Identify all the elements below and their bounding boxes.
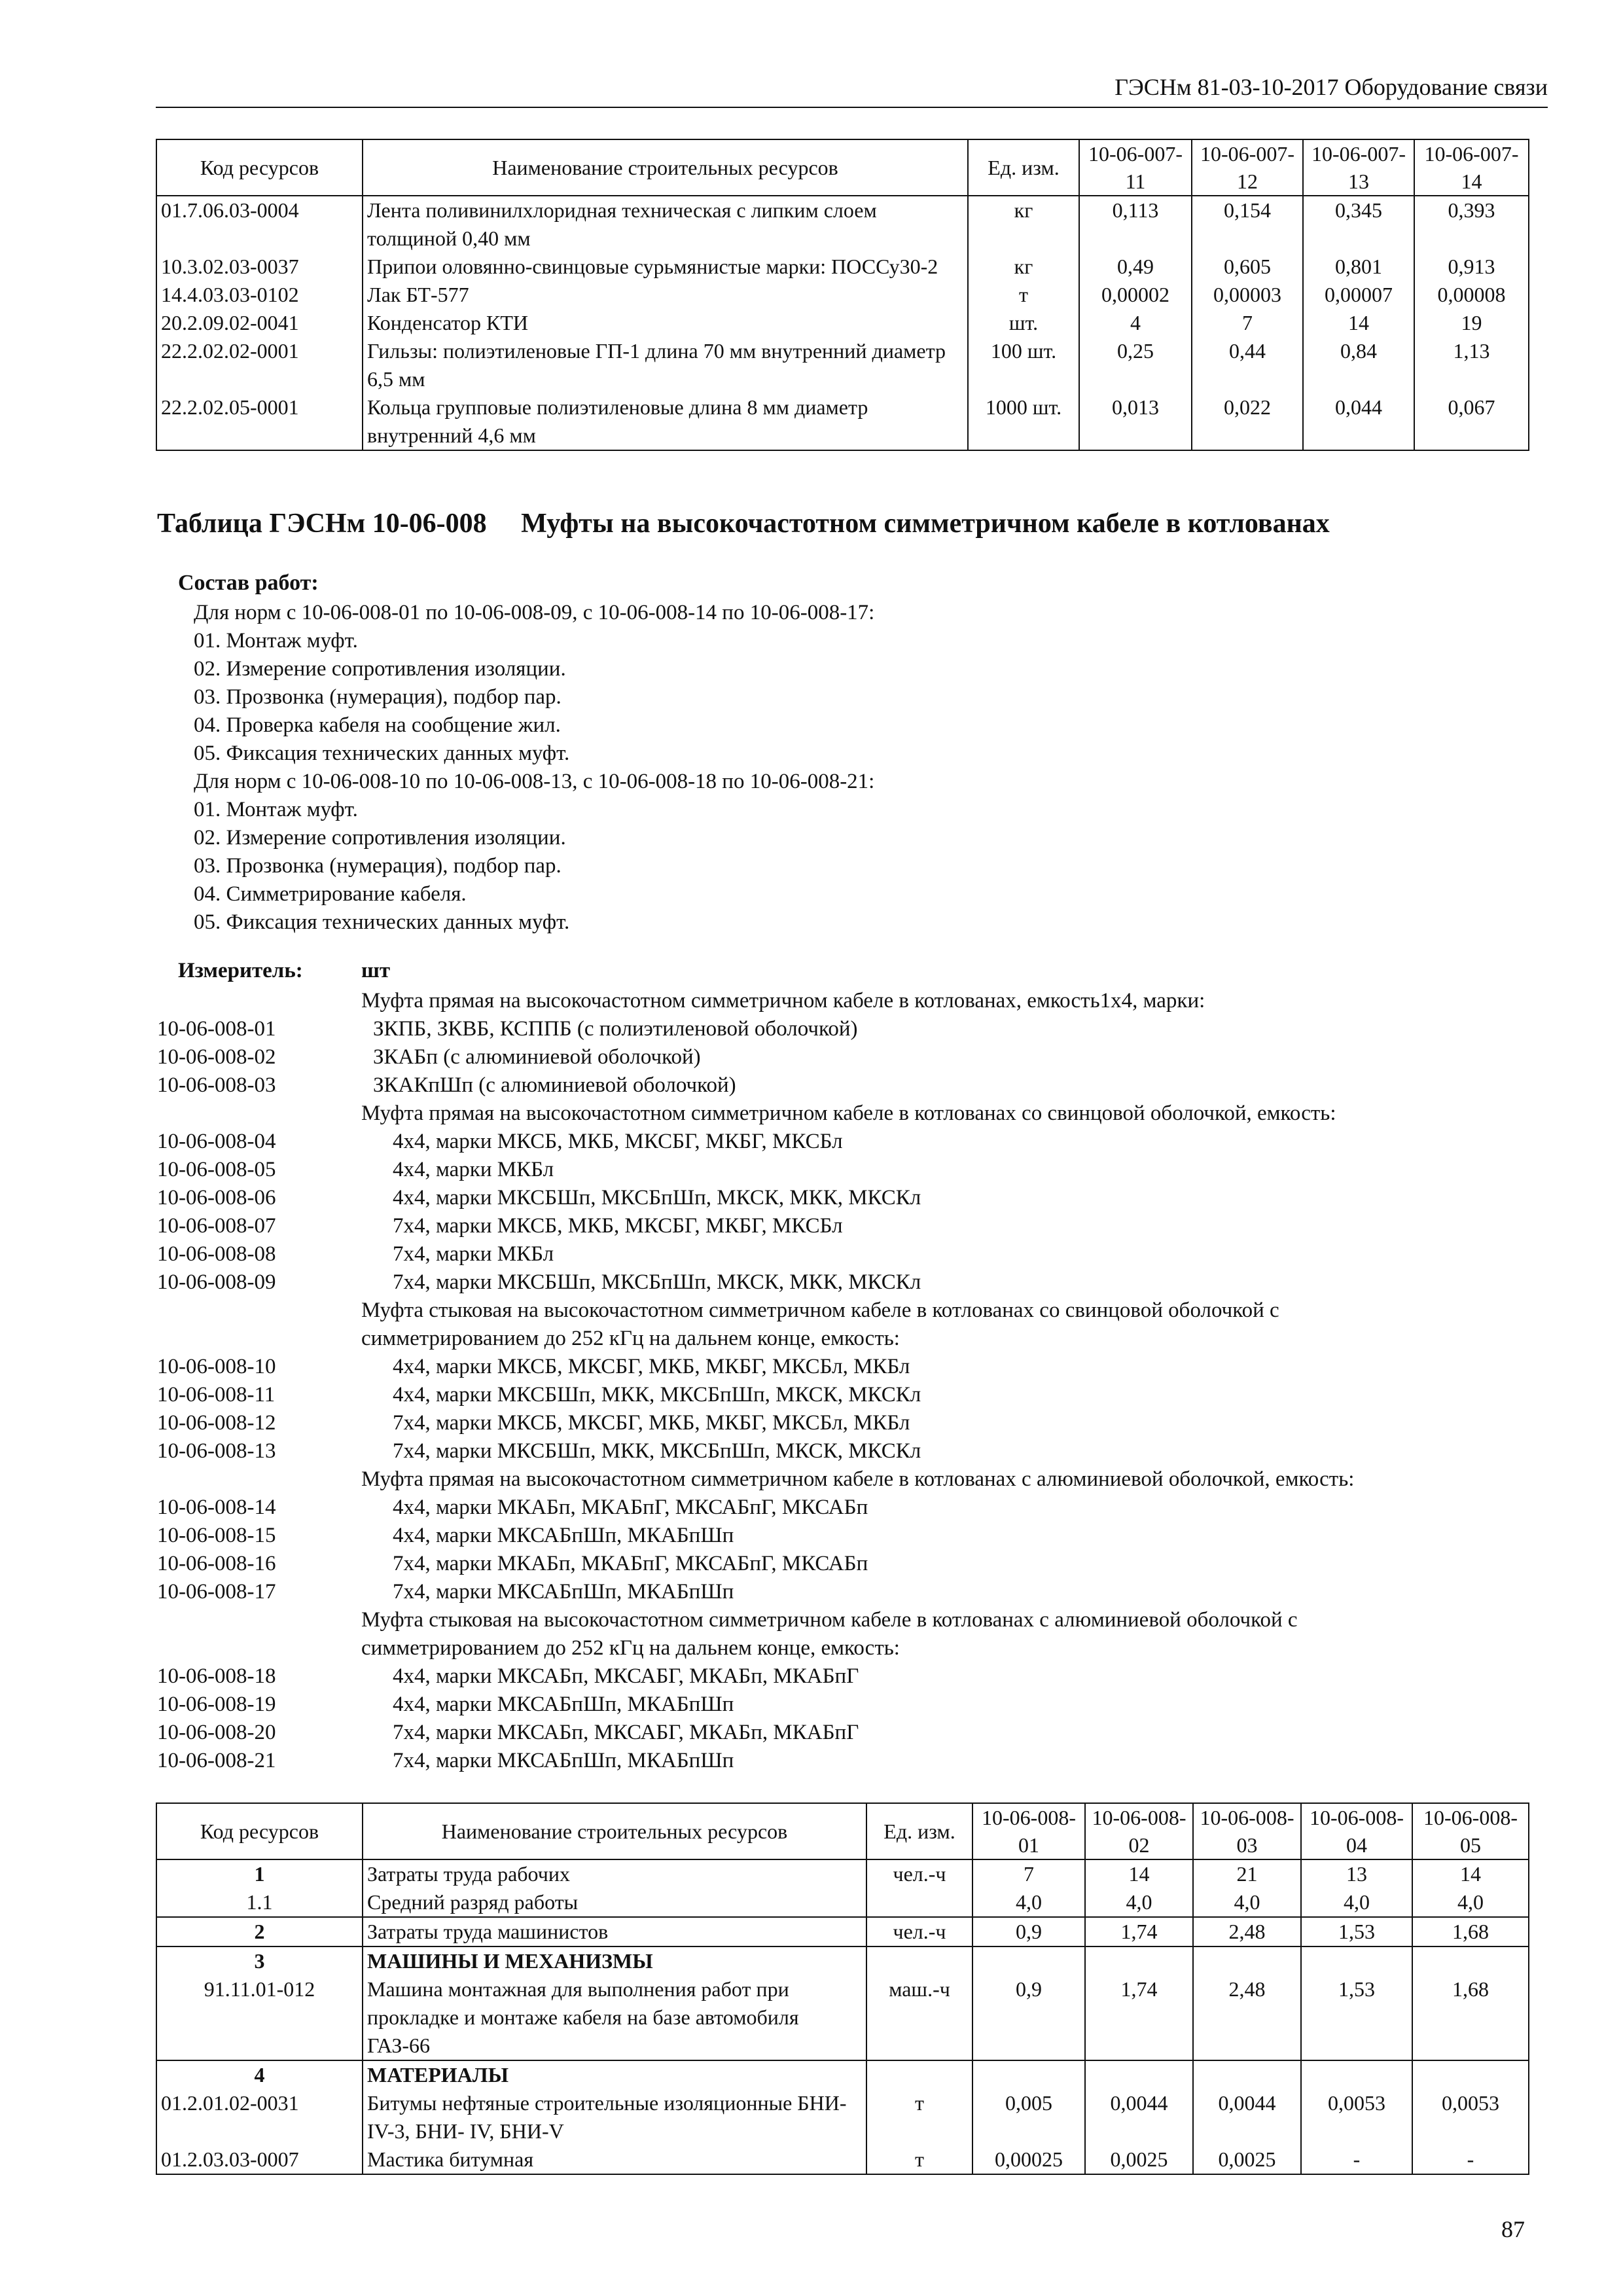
table-row xyxy=(156,309,1529,337)
norm-text: 4x4, марки МКБл xyxy=(393,1158,554,1181)
norm-value: 0,0053 xyxy=(1412,2089,1529,2145)
table-section-row xyxy=(156,2060,1529,2089)
resource-unit: кг xyxy=(968,196,1079,253)
col-header-norm: 10-06-007-13 xyxy=(1303,139,1414,196)
measure-label: Измеритель: xyxy=(178,959,303,982)
norm-value: 0,605 xyxy=(1192,253,1303,281)
norm-value: 2,48 xyxy=(1193,1975,1301,2060)
norm-value: 1,74 xyxy=(1085,1975,1193,2060)
group-heading-row xyxy=(157,987,1531,1015)
norm-value: 0,00007 xyxy=(1303,281,1414,309)
norm-row xyxy=(157,1212,1531,1240)
group-heading: Муфта стыковая на высокочастотном симметричном кабеле в котлованах с алюминиевой оболочкой с xyxy=(361,1608,1298,1632)
resource-name: Мастика битумная xyxy=(363,2145,866,2174)
group-heading: симметрированием до 252 кГц на дальнем конце, емкость: xyxy=(361,1636,900,1660)
composition-item: 05. Фиксация технических данных муфт. xyxy=(194,742,570,765)
norm-text: 4x4, марки МКСБ, МКСБГ, МКБ, МКБГ, МКСБл, МКБл xyxy=(393,1355,910,1378)
norm-text: ЗКАКпШп (с алюминиевой оболочкой) xyxy=(373,1073,736,1097)
norm-value: 4,0 xyxy=(1193,1888,1301,1917)
table-row xyxy=(156,196,1529,253)
norm-value: 0,044 xyxy=(1303,393,1414,450)
col-header-norm: 10-06-008-01 xyxy=(972,1803,1085,1859)
norm-code: 10-06-008-19 xyxy=(157,1693,276,1716)
norm-code: 10-06-008-02 xyxy=(157,1045,276,1069)
resource-unit xyxy=(866,1888,972,1917)
norm-code: 10-06-008-13 xyxy=(157,1439,276,1463)
composition-item: 05. Фиксация технических данных муфт. xyxy=(194,910,570,934)
group-heading-row xyxy=(157,1100,1531,1128)
norm-text: 4x4, марки МКСБШп, МКК, МКСБпШп, МКСК, МКСКл xyxy=(393,1383,921,1407)
group-heading: Муфта прямая на высокочастотном симметричном кабеле в котлованах, емкость1х4, марки: xyxy=(361,989,1205,1013)
table-row xyxy=(156,281,1529,309)
norm-code: 10-06-008-04 xyxy=(157,1130,276,1153)
norm-value: 0,00002 xyxy=(1079,281,1192,309)
resource-unit: кг xyxy=(968,253,1079,281)
col-header-norm: 10-06-008-02 xyxy=(1085,1803,1193,1859)
table-row xyxy=(156,2089,1529,2145)
norm-code: 10-06-008-10 xyxy=(157,1355,276,1378)
norm-row xyxy=(157,1353,1531,1381)
norm-text: 7x4, марки МКСБШп, МКК, МКСБпШп, МКСК, МКСКл xyxy=(393,1439,921,1463)
resource-name: Битумы нефтяные строительные изоляционные БНИ-IV-3, БНИ- IV, БНИ-V xyxy=(363,2089,866,2145)
norm-text: 4x4, марки МКСАБпШп, МКАБпШп xyxy=(393,1693,734,1716)
resource-name: Припои оловянно-свинцовые сурьмянистые марки: ПОССу30-2 xyxy=(363,253,968,281)
norm-value: 1,68 xyxy=(1412,1917,1529,1946)
measure-unit: шт xyxy=(361,959,391,982)
group-heading-row xyxy=(157,1465,1531,1494)
resource-code: 22.2.02.05-0001 xyxy=(156,393,363,450)
norm-row xyxy=(157,1268,1531,1297)
composition-item: 03. Прозвонка (нумерация), подбор пар. xyxy=(194,854,562,878)
resource-unit: чел.-ч xyxy=(866,1917,972,1946)
group-heading: Муфта прямая на высокочастотном симметричном кабеле в котлованах с алюминиевой оболочкой, емкость: xyxy=(361,1467,1355,1491)
table-section-row xyxy=(156,1946,1529,1975)
norm-value: 0,00025 xyxy=(972,2145,1085,2174)
norm-row xyxy=(157,1015,1531,1043)
norm-text: 4x4, марки МКАБп, МКАБпГ, МКСАБпГ, МКСАБп xyxy=(393,1496,868,1519)
composition-item: 03. Прозвонка (нумерация), подбор пар. xyxy=(194,685,562,709)
resource-name: Кольца групповые полиэтиленовые длина 8 мм диаметр внутренний 4,6 мм xyxy=(363,393,968,450)
norm-value: 4,0 xyxy=(1301,1888,1412,1917)
running-header: ГЭСНм 81-03-10-2017 Оборудование связи xyxy=(1115,74,1548,100)
norm-row xyxy=(157,1578,1531,1606)
col-header-norm: 10-06-007-14 xyxy=(1414,139,1529,196)
norm-value: 1,53 xyxy=(1301,1975,1412,2060)
norm-value: 13 xyxy=(1301,1859,1412,1888)
norm-code: 10-06-008-18 xyxy=(157,1664,276,1688)
resource-unit: т xyxy=(866,2145,972,2174)
resource-name: Затраты труда рабочих xyxy=(363,1859,866,1888)
resource-unit: чел.-ч xyxy=(866,1859,972,1888)
resource-unit: шт. xyxy=(968,309,1079,337)
norm-text: 7x4, марки МКСБ, МКБ, МКСБГ, МКБГ, МКСБл xyxy=(393,1214,843,1238)
composition-item: 02. Измерение сопротивления изоляции. xyxy=(194,657,566,681)
composition-item: Для норм с 10-06-008-01 по 10-06-008-09, с 10-06-008-14 по 10-06-008-17: xyxy=(194,601,875,624)
resource-code: 14.4.03.03-0102 xyxy=(156,281,363,309)
header-rule xyxy=(156,107,1548,108)
resource-unit: т xyxy=(866,2089,972,2145)
col-header-norm: 10-06-007-12 xyxy=(1192,139,1303,196)
norm-value: 19 xyxy=(1414,309,1529,337)
norm-value: 0,113 xyxy=(1079,196,1192,253)
norm-code: 10-06-008-05 xyxy=(157,1158,276,1181)
norm-row xyxy=(157,1437,1531,1465)
norm-value: - xyxy=(1412,2145,1529,2174)
resource-code: 01.7.06.03-0004 xyxy=(156,196,363,253)
resource-name: Лента поливинилхлоридная техническая с липким слоем толщиной 0,40 мм xyxy=(363,196,968,253)
resource-code: 01.2.03.03-0007 xyxy=(156,2145,363,2174)
norm-value: 7 xyxy=(972,1859,1085,1888)
section-heading: МАТЕРИАЛЫ xyxy=(363,2060,866,2089)
norm-row xyxy=(157,1494,1531,1522)
norm-value: 0,9 xyxy=(972,1917,1085,1946)
norm-value: 0,022 xyxy=(1192,393,1303,450)
table-row xyxy=(156,1888,1529,1917)
composition-heading: Состав работ: xyxy=(178,571,319,595)
composition-item: 01. Монтаж муфт. xyxy=(194,629,358,653)
norm-value: 0,44 xyxy=(1192,337,1303,393)
norm-value: 1,74 xyxy=(1085,1917,1193,1946)
composition-item: 02. Измерение сопротивления изоляции. xyxy=(194,826,566,850)
col-header-norm: 10-06-008-03 xyxy=(1193,1803,1301,1859)
norm-value: 0,0025 xyxy=(1193,2145,1301,2174)
col-header-code: Код ресурсов xyxy=(156,139,363,196)
norm-code: 10-06-008-11 xyxy=(157,1383,276,1407)
resource-unit: 100 шт. xyxy=(968,337,1079,393)
norm-text: ЗКПБ, ЗКВБ, КСППБ (с полиэтиленовой оболочкой) xyxy=(373,1017,858,1041)
norm-value: 4 xyxy=(1079,309,1192,337)
norm-row xyxy=(157,1156,1531,1184)
group-heading: Муфта прямая на высокочастотном симметричном кабеле в котлованах со свинцовой оболочкой, емкость: xyxy=(361,1102,1336,1125)
composition-item: Для норм с 10-06-008-10 по 10-06-008-13, с 10-06-008-18 по 10-06-008-21: xyxy=(194,770,875,793)
resource-code: 20.2.09.02-0041 xyxy=(156,309,363,337)
composition-item: 04. Проверка кабеля на сообщение жил. xyxy=(194,713,561,737)
table-row xyxy=(156,253,1529,281)
norm-code: 10-06-008-12 xyxy=(157,1411,276,1435)
norm-row xyxy=(157,1409,1531,1437)
norm-value: 0,913 xyxy=(1414,253,1529,281)
norm-value: 0,154 xyxy=(1192,196,1303,253)
col-header-unit: Ед. изм. xyxy=(968,139,1079,196)
resource-name: Конденсатор КТИ xyxy=(363,309,968,337)
norm-value: 0,25 xyxy=(1079,337,1192,393)
norm-value: 0,0044 xyxy=(1193,2089,1301,2145)
norm-text: 4x4, марки МКСБШп, МКСБпШп, МКСК, МКК, МКСКл xyxy=(393,1186,921,1210)
norm-text: ЗКАБп (с алюминиевой оболочкой) xyxy=(373,1045,701,1069)
norm-text: 4x4, марки МКСБ, МКБ, МКСБГ, МКБГ, МКСБл xyxy=(393,1130,843,1153)
norm-code: 10-06-008-03 xyxy=(157,1073,276,1097)
norm-value: 2,48 xyxy=(1193,1917,1301,1946)
norm-row xyxy=(157,1184,1531,1212)
norm-value: 14 xyxy=(1303,309,1414,337)
section-number: 4 xyxy=(156,2060,363,2089)
resource-name: Средний разряд работы xyxy=(363,1888,866,1917)
page-number: 87 xyxy=(1501,2216,1525,2242)
norm-code: 10-06-008-16 xyxy=(157,1552,276,1575)
table-row xyxy=(156,337,1529,393)
norm-value: 0,9 xyxy=(972,1975,1085,2060)
norm-text: 7x4, марки МКСБ, МКСБГ, МКБ, МКБГ, МКСБл, МКБл xyxy=(393,1411,910,1435)
norm-row xyxy=(157,1719,1531,1747)
resources-table-008 xyxy=(156,1803,1529,2175)
section-title-name: Муфты на высокочастотном симметричном кабеле в котлованах xyxy=(521,509,1330,539)
composition-item: 04. Симметрирование кабеля. xyxy=(194,882,467,906)
resource-code: 1 xyxy=(156,1859,363,1888)
norm-row xyxy=(157,1522,1531,1550)
norm-value: 0,49 xyxy=(1079,253,1192,281)
norm-value: 0,0044 xyxy=(1085,2089,1193,2145)
norm-code: 10-06-008-08 xyxy=(157,1242,276,1266)
section-number: 3 xyxy=(156,1946,363,1975)
norm-row xyxy=(157,1691,1531,1719)
section-heading: МАШИНЫ И МЕХАНИЗМЫ xyxy=(363,1946,866,1975)
resource-name: Затраты труда машинистов xyxy=(363,1917,866,1946)
resource-code: 2 xyxy=(156,1917,363,1946)
norm-value: 0,0025 xyxy=(1085,2145,1193,2174)
norm-value: 0,00003 xyxy=(1192,281,1303,309)
norm-value: 0,00008 xyxy=(1414,281,1529,309)
table-row xyxy=(156,2145,1529,2174)
norm-row xyxy=(157,1550,1531,1578)
norm-code: 10-06-008-15 xyxy=(157,1524,276,1547)
norm-code: 10-06-008-06 xyxy=(157,1186,276,1210)
norm-code: 10-06-008-17 xyxy=(157,1580,276,1604)
norm-text: 7x4, марки МКБл xyxy=(393,1242,554,1266)
resource-unit: 1000 шт. xyxy=(968,393,1079,450)
norm-value: 0,345 xyxy=(1303,196,1414,253)
norm-value: 4,0 xyxy=(1085,1888,1193,1917)
resource-code: 01.2.01.02-0031 xyxy=(156,2089,363,2145)
composition-item: 01. Монтаж муфт. xyxy=(194,798,358,821)
group-heading: симметрированием до 252 кГц на дальнем конце, емкость: xyxy=(361,1327,900,1350)
resource-name: Гильзы: полиэтиленовые ГП-1 длина 70 мм внутренний диаметр 6,5 мм xyxy=(363,337,968,393)
norm-value: 0,005 xyxy=(972,2089,1085,2145)
section-title-code: Таблица ГЭСНм 10-06-008 xyxy=(157,509,487,539)
col-header-norm: 10-06-008-05 xyxy=(1412,1803,1529,1859)
norm-text: 7x4, марки МКСАБп, МКСАБГ, МКАБп, МКАБпГ xyxy=(393,1721,859,1744)
resource-code: 10.3.02.03-0037 xyxy=(156,253,363,281)
norm-value: 14 xyxy=(1412,1859,1529,1888)
resource-unit: маш.-ч xyxy=(866,1975,972,2060)
norm-text: 4x4, марки МКСАБпШп, МКАБпШп xyxy=(393,1524,734,1547)
norm-text: 7x4, марки МКАБп, МКАБпГ, МКСАБпГ, МКСАБп xyxy=(393,1552,868,1575)
norm-row xyxy=(157,1747,1531,1775)
col-header-name: Наименование строительных ресурсов xyxy=(363,139,968,196)
resource-code: 1.1 xyxy=(156,1888,363,1917)
col-header-norm: 10-06-008-04 xyxy=(1301,1803,1412,1859)
norm-value: 0,393 xyxy=(1414,196,1529,253)
col-header-name: Наименование строительных ресурсов xyxy=(363,1803,866,1859)
norm-value: 0,801 xyxy=(1303,253,1414,281)
norm-text: 4x4, марки МКСАБп, МКСАБГ, МКАБп, МКАБпГ xyxy=(393,1664,859,1688)
resource-name: Машина монтажная для выполнения работ при прокладке и монтаже кабеля на базе автомобиля ГАЗ-66 xyxy=(363,1975,866,2060)
col-header-unit: Ед. изм. xyxy=(866,1803,972,1859)
table-row xyxy=(156,1859,1529,1888)
norm-row xyxy=(157,1381,1531,1409)
norm-value: 0,013 xyxy=(1079,393,1192,450)
resource-code: 91.11.01-012 xyxy=(156,1975,363,2060)
group-heading: Муфта стыковая на высокочастотном симметричном кабеле в котлованах со свинцовой оболочкой с xyxy=(361,1299,1279,1322)
resources-table-007 xyxy=(156,139,1529,451)
norm-row xyxy=(157,1043,1531,1071)
norm-value: 0,0053 xyxy=(1301,2089,1412,2145)
group-heading-row xyxy=(157,1325,1531,1353)
norm-row xyxy=(157,1071,1531,1100)
col-header-code: Код ресурсов xyxy=(156,1803,363,1859)
norm-value: 4,0 xyxy=(1412,1888,1529,1917)
norm-row xyxy=(157,1662,1531,1691)
norm-code: 10-06-008-20 xyxy=(157,1721,276,1744)
norm-value: 1,68 xyxy=(1412,1975,1529,2060)
group-heading-row xyxy=(157,1634,1531,1662)
norm-value: 1,13 xyxy=(1414,337,1529,393)
norm-code: 10-06-008-01 xyxy=(157,1017,276,1041)
norm-row xyxy=(157,1128,1531,1156)
group-heading-row xyxy=(157,1297,1531,1325)
norm-code: 10-06-008-09 xyxy=(157,1270,276,1294)
norm-value: 7 xyxy=(1192,309,1303,337)
resource-name: Лак БТ-577 xyxy=(363,281,968,309)
norm-code: 10-06-008-07 xyxy=(157,1214,276,1238)
norm-value: 21 xyxy=(1193,1859,1301,1888)
norm-value: 4,0 xyxy=(972,1888,1085,1917)
norm-value: - xyxy=(1301,2145,1412,2174)
norm-text: 7x4, марки МКСАБпШп, МКАБпШп xyxy=(393,1580,734,1604)
norm-value: 0,84 xyxy=(1303,337,1414,393)
norm-text: 7x4, марки МКСБШп, МКСБпШп, МКСК, МКК, МКСКл xyxy=(393,1270,921,1294)
resource-unit: т xyxy=(968,281,1079,309)
norm-row xyxy=(157,1240,1531,1268)
norm-text: 7x4, марки МКСАБпШп, МКАБпШп xyxy=(393,1749,734,1772)
col-header-norm: 10-06-007-11 xyxy=(1079,139,1192,196)
norm-code: 10-06-008-14 xyxy=(157,1496,276,1519)
norm-value: 14 xyxy=(1085,1859,1193,1888)
norm-list xyxy=(157,987,1531,1775)
table-row xyxy=(156,1917,1529,1946)
section-title xyxy=(157,508,1330,539)
table-header-row xyxy=(156,1803,1529,1859)
resource-code: 22.2.02.02-0001 xyxy=(156,337,363,393)
composition-list xyxy=(194,599,874,937)
group-heading-row xyxy=(157,1606,1531,1634)
norm-code: 10-06-008-21 xyxy=(157,1749,276,1772)
norm-value: 1,53 xyxy=(1301,1917,1412,1946)
table-row xyxy=(156,393,1529,450)
norm-value: 0,067 xyxy=(1414,393,1529,450)
table-row xyxy=(156,1975,1529,2060)
table-header-row xyxy=(156,139,1529,196)
